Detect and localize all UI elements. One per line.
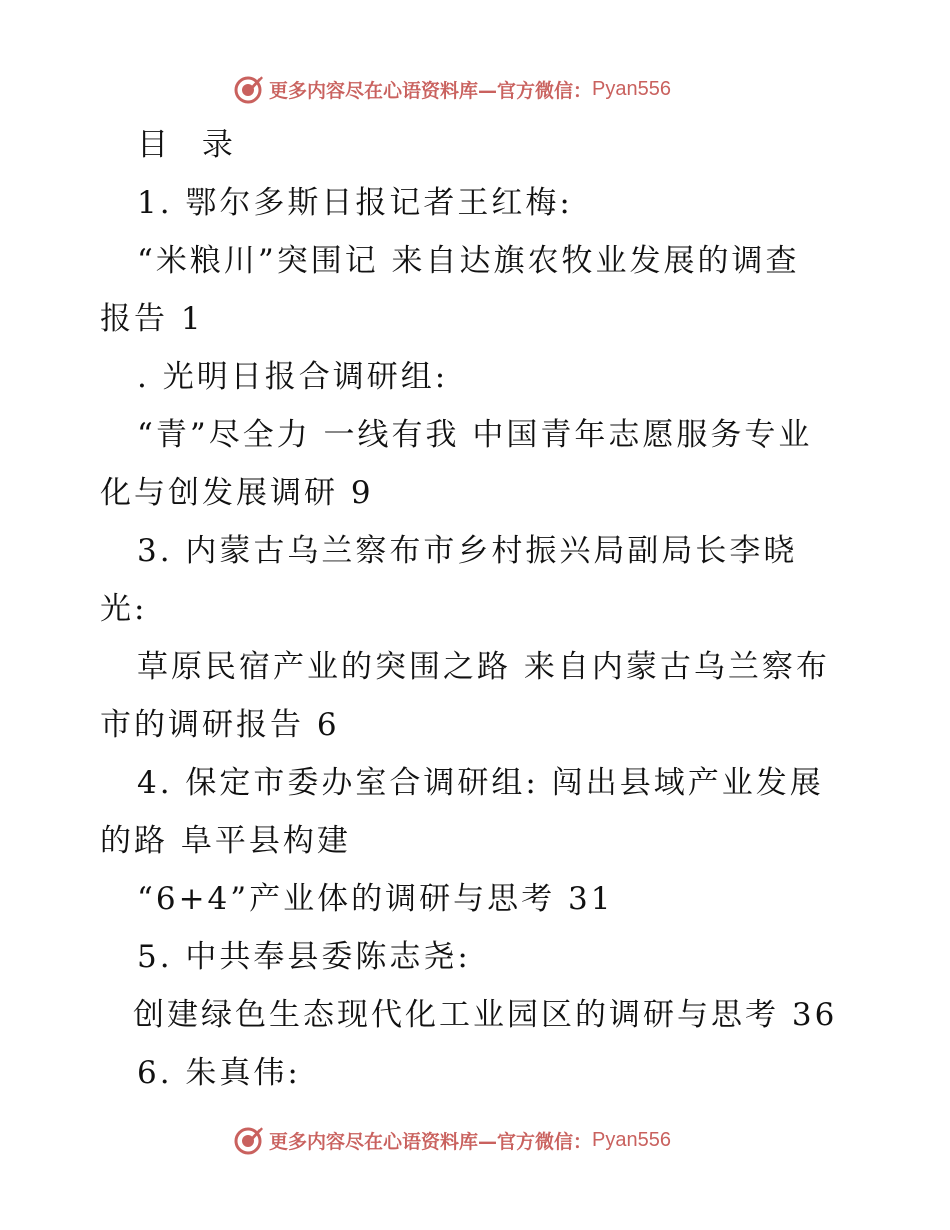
toc-line: “青”尽全力 一线有我 中国青年志愿服务专业: [137, 417, 813, 453]
toc-line: 3. 内蒙古乌兰察布市乡村振兴局副局长李晓: [137, 533, 798, 569]
footer-watermark: [233, 1123, 671, 1157]
toc-line: 的路 阜平县构建: [100, 823, 351, 859]
toc-line: 化与创发展调研 9: [100, 475, 374, 511]
toc-line: “米粮川”突围记 来自达旗农牧业发展的调查: [137, 243, 800, 279]
toc-line: 光:: [100, 591, 148, 627]
toc-line: 5. 中共奉县委陈志尧:: [137, 939, 471, 975]
toc-line: 创建绿色生态现代化工业园区的调研与思考 36: [133, 997, 838, 1033]
toc-line: 草原民宿产业的突围之路 来自内蒙古乌兰察布: [137, 649, 830, 685]
toc-line: 报告 1: [100, 301, 204, 337]
watermark-wechat-id: Pyan556: [592, 77, 671, 100]
toc-line: . 光明日报合调研组:: [137, 359, 449, 395]
toc-line: 市的调研报告 6: [100, 707, 340, 743]
quill-ink-logo-icon: [233, 73, 265, 105]
watermark-wechat-id: Pyan556: [592, 1128, 671, 1151]
toc-line: 4. 保定市委办室合调研组: 闯出县域产业发展: [137, 765, 824, 801]
toc-line: 1. 鄂尔多斯日报记者王红梅:: [137, 185, 573, 221]
header-watermark: [233, 72, 671, 106]
toc-line: “6+4”产业体的调研与思考 31: [137, 881, 614, 917]
toc-line: 6. 朱真伟:: [137, 1055, 301, 1091]
quill-ink-logo-icon: [233, 1124, 265, 1156]
toc-heading: 目 录: [137, 127, 245, 163]
watermark-text: 更多内容尽在心语资料库—官方微信：: [269, 79, 593, 102]
watermark-text: 更多内容尽在心语资料库—官方微信：: [269, 1130, 593, 1153]
